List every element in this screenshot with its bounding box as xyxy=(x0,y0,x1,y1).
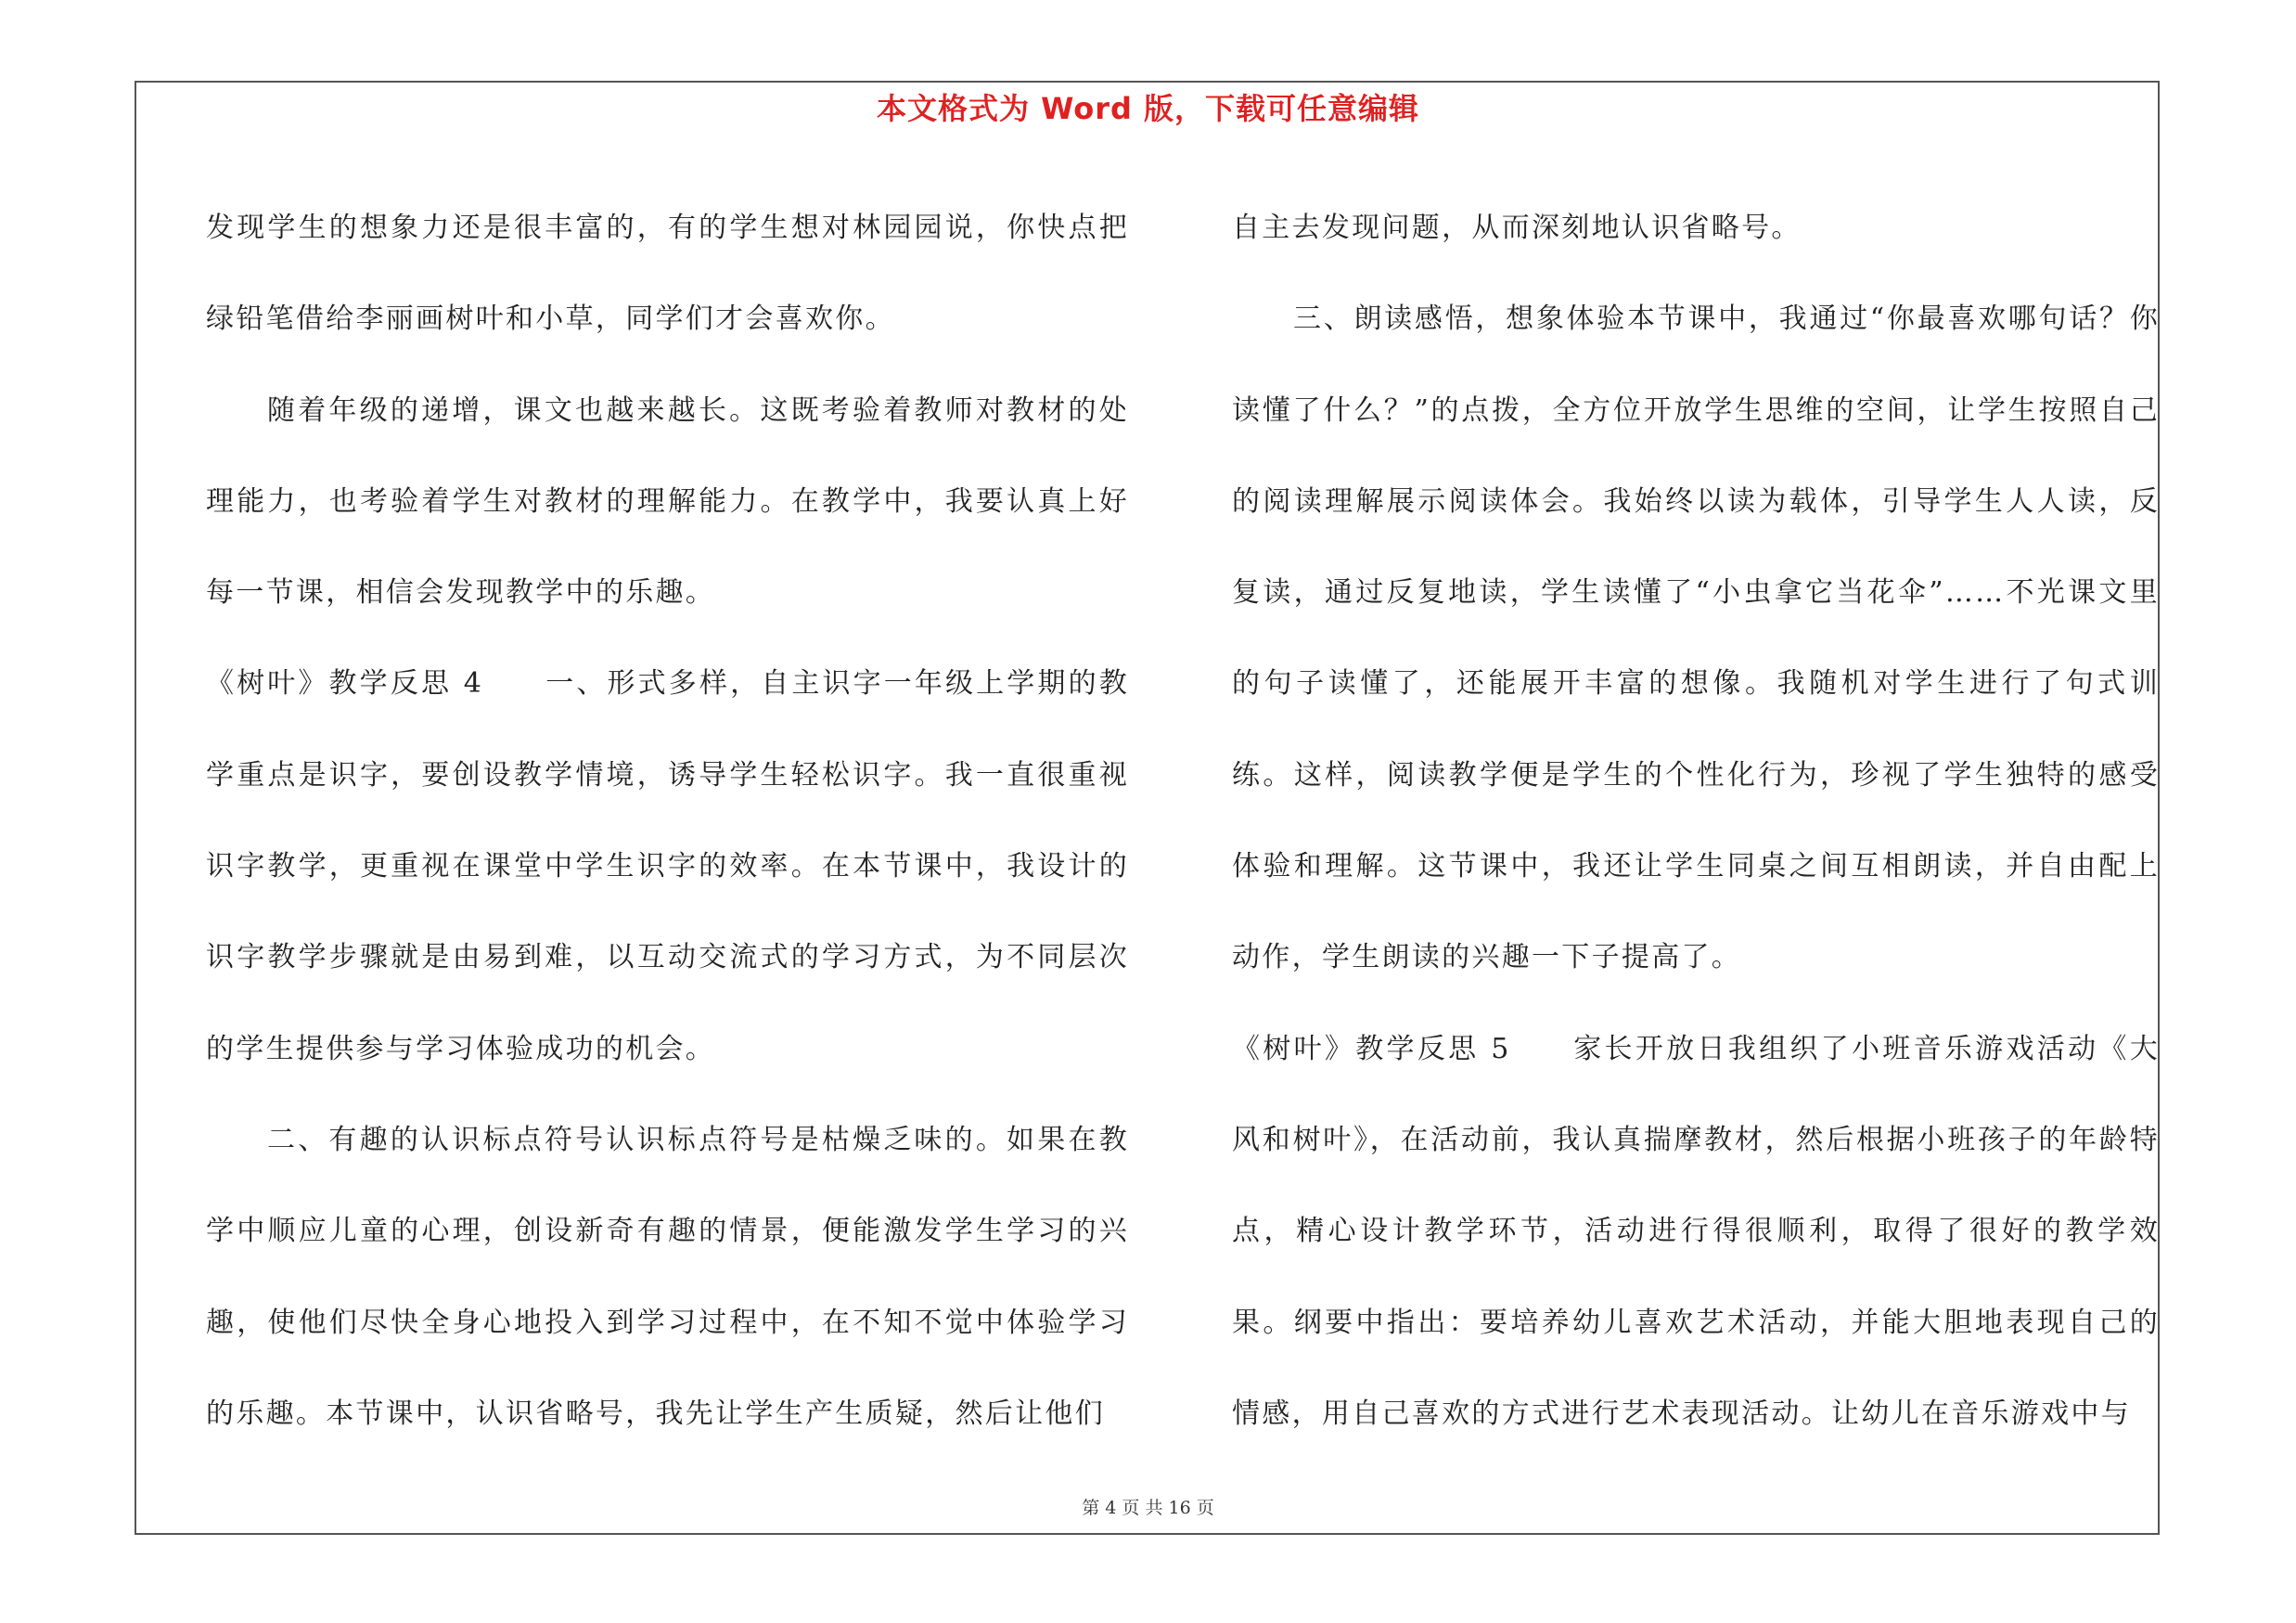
paragraph: 《树叶》教学反思 4 一、形式多样，自主识字一年级上学期的教学重点是识字，要创设教学情境，诱导学生轻松识字。我一直很重视识字教学，更重视在课堂中学生识字的效率。在本节课中，我设计的识字教学步骤就是由易到难，以互动交流式的学习方式，为不同层次的学生提供参与学习体验成功的机会。 xyxy=(206,667,1129,1065)
page-number: 第 4 页 共 16 页 xyxy=(1082,1498,1214,1518)
paragraph: 随着年级的递增，课文也越来越长。这既考验着教师对教材的处理能力，也考验着学生对教材的理解能力。在教学中，我要认真上好每一节课，相信会发现教学中的乐趣。 xyxy=(206,393,1129,610)
left-column xyxy=(206,183,1129,1460)
paragraph: 自主去发现问题，从而深刻地认识省略号。 xyxy=(1232,212,1802,244)
format-banner: 本文格式为 Word 版，下载可任意编辑 xyxy=(876,91,1420,126)
right-column xyxy=(1232,183,2160,1460)
paragraph: 三、朗读感悟，想象体验本节课中，我通过“你最喜欢哪句话？你读懂了什么？”的点拨，全方位开放学生思维的空间，让学生按照自己的阅读理解展示阅读体会。我始终以读为载体，引导学生人人读，反复读，通过反复地读，学生读懂了“小虫拿它当花伞”……不光课文里的句子读懂了，还能展开丰富的想像。我随机对学生进行了句式训练。这样，阅读教学便是学生的个性化行为，珍视了学生独特的感受体验和理解。这节课中，我还让学生同桌之间互相朗读，并自由配上动作，学生朗读的兴趣一下子提高了。 xyxy=(1232,303,2160,974)
paragraph: 发现学生的想象力还是很丰富的，有的学生想对林园园说，你快点把绿铅笔借给李丽画树叶和小草，同学们才会喜欢你。 xyxy=(206,212,1129,336)
paragraph: 二、有趣的认识标点符号认识标点符号是枯燥乏味的。如果在教学中顺应儿童的心理，创设新奇有趣的情景，便能激发学生学习的兴趣，使他们尽快全身心地投入到学习过程中，在不知不觉中体验学习的乐趣。本节课中，认识省略号，我先让学生产生质疑，然后让他们 xyxy=(206,1123,1129,1430)
paragraph: 《树叶》教学反思 5 家长开放日我组织了小班音乐游戏活动《大风和树叶》，在活动前，我认真揣摩教材，然后根据小班孩子的年龄特点，精心设计教学环节，活动进行得很顺利，取得了很好的教学效果。纲要中指出：要培养幼儿喜欢艺术活动，并能大胆地表现自己的情感，用自己喜欢的方式进行艺术表现活动。让幼儿在音乐游戏中与 xyxy=(1232,1032,2160,1430)
